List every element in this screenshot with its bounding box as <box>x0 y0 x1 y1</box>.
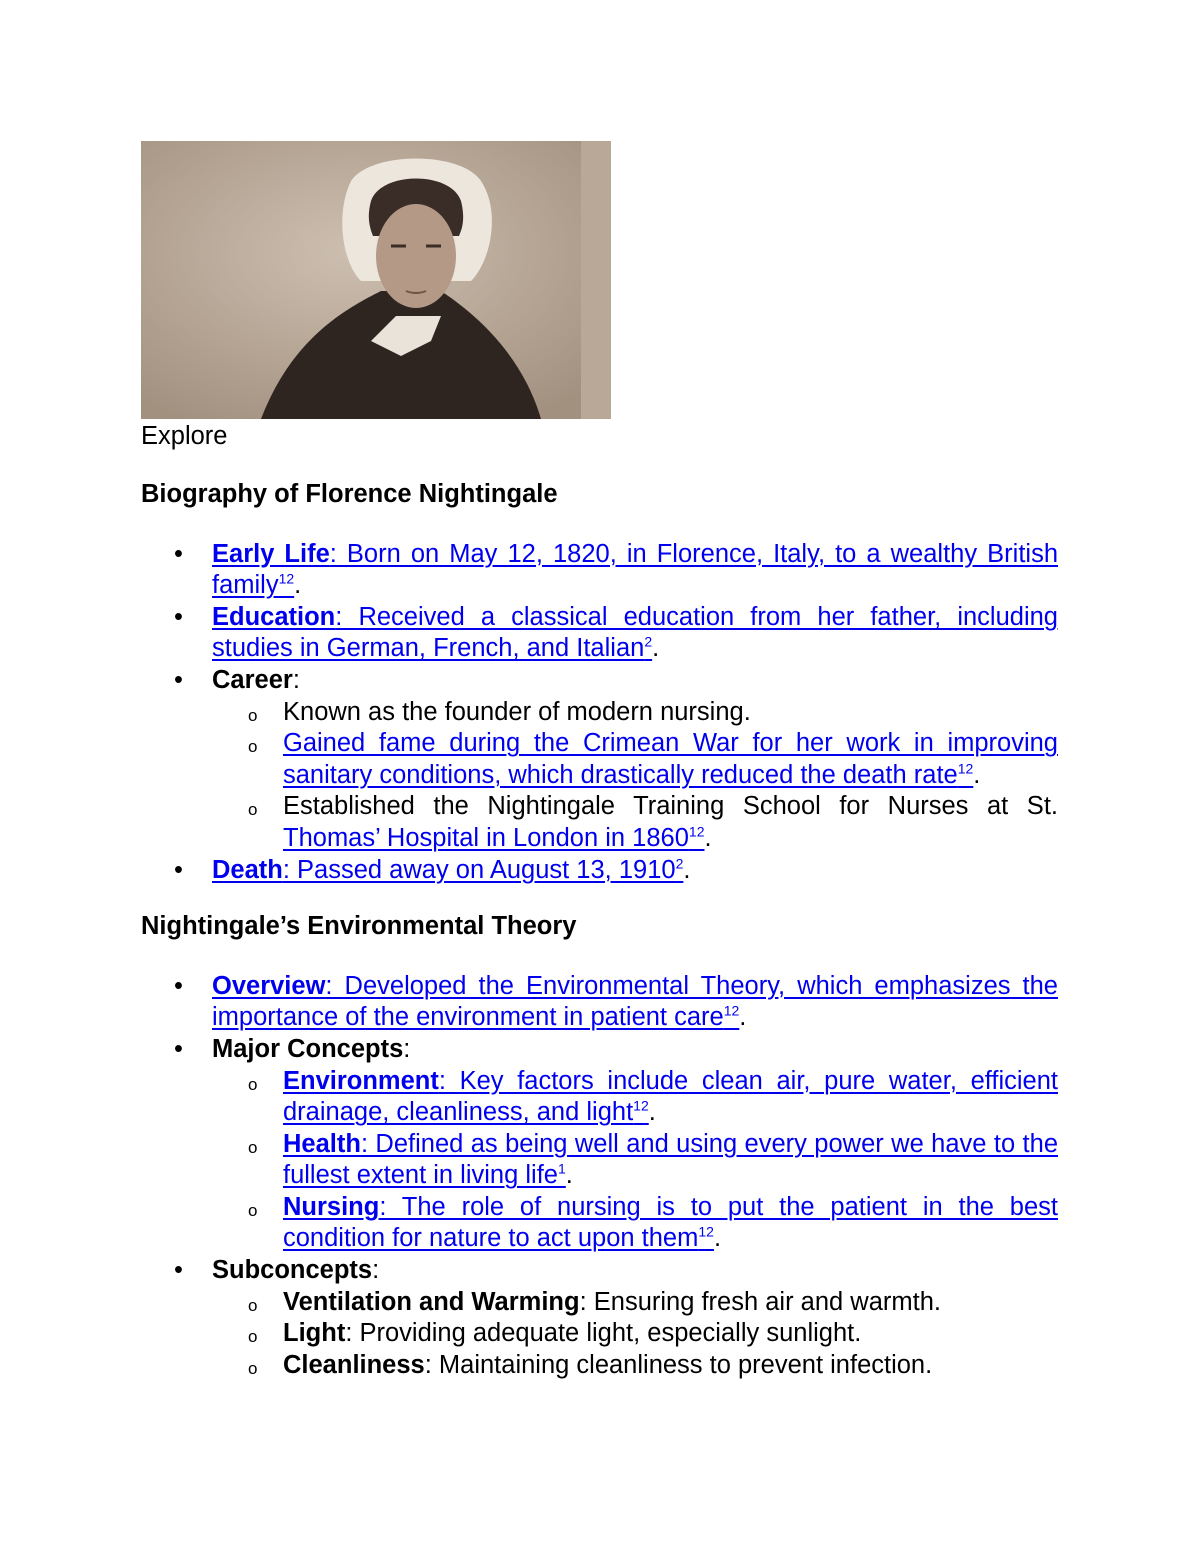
circle-bullet-icon: o <box>248 737 258 757</box>
overview-link[interactable]: Overview: Developed the Environmental Theory, which emphasizes the importance of the environment in patient care$^{12}$ <box>212 971 1058 1032</box>
environment-link[interactable]: Environment: Key factors include clean air, pure water, efficient drainage, cleanliness, and light$^{12}$ <box>283 1066 1058 1127</box>
bullet-icon: • <box>174 1034 183 1063</box>
list-item-subconcepts: • Subconcepts: o Ventilation and Warming: Ensuring fresh air and warmth. o Light: Providing adequate light, especially sunlight. o Cleanliness: Maintaining cleanliness to prevent infection. <box>141 1255 1058 1381</box>
list-item-education: • Education: Received a classical education from her father, including studies in German, French, and Italian$^2$. <box>174 602 1058 663</box>
subconcept-item: o Ventilation and Warming: Ensuring fresh air and warmth. <box>212 1287 1058 1319</box>
florence-nightingale-portrait-image <box>141 141 611 419</box>
crimean-war-link[interactable]: Gained fame during the Crimean War for her work in improving sanitary conditions, which drastically reduced the death rate$^{12}$ <box>283 729 1058 789</box>
list-item-death: • Death: Passed away on August 13, 1910$^2$. <box>141 855 1058 887</box>
document-page <box>141 141 1058 1381</box>
bullet-icon: • <box>174 665 183 694</box>
bullet-icon: • <box>174 602 183 631</box>
circle-bullet-icon: o <box>248 1327 258 1347</box>
theory-list <box>141 971 1058 1382</box>
bullet-icon: • <box>174 1256 183 1285</box>
early-life-link[interactable]: Early Life: Born on May 12, 1820, in Florence, Italy, to a wealthy British family$^{12}$ <box>212 539 1058 600</box>
training-school-link[interactable]: Thomas’ Hospital in London in 1860$^{12}$ <box>283 823 705 852</box>
bullet-icon: • <box>174 539 183 568</box>
education-link[interactable]: Education: Received a classical education from her father, including studies in German, French, and Italian$^2$ <box>212 602 1058 663</box>
list-item-major-concepts: • Major Concepts: o Environment: Key factors include clean air, pure water, efficient drainage, cleanliness, and light$^{12}$. o Health: Defined as being well and using every power we have to the fullest extent in living life$^1$. o Nursing: The role of nursing is to put the patient in the best condition for nature to act upon them$^{12}$. <box>141 1034 1058 1255</box>
circle-bullet-icon: o <box>248 1358 258 1378</box>
subconcept-item: o Cleanliness: Maintaining cleanliness to prevent infection. <box>212 1350 1058 1382</box>
bullet-icon: • <box>174 855 183 884</box>
list-item-overview: • Overview: Developed the Environmental Theory, which emphasizes the importance of the environment in patient care$^{12}$. <box>174 971 1058 1032</box>
health-link[interactable]: Health: Defined as being well and using every power we have to the fullest extent in living life$^1$ <box>283 1129 1058 1190</box>
major-concept-item: o Nursing: The role of nursing is to put the patient in the best condition for nature to act upon them$^{12}$. <box>248 1192 1058 1253</box>
major-concept-item: o Environment: Key factors include clean air, pure water, efficient drainage, cleanliness, and light$^{12}$. <box>248 1066 1058 1127</box>
theory-heading: Nightingale’s Environmental Theory <box>141 912 577 941</box>
bullet-icon: • <box>174 971 183 1000</box>
biography-heading: Biography of Florence Nightingale <box>141 480 558 508</box>
major-concept-item: o Health: Defined as being well and using every power we have to the fullest extent in living life$^1$. <box>248 1129 1058 1190</box>
circle-bullet-icon: o <box>248 1200 258 1220</box>
circle-bullet-icon: o <box>248 705 258 725</box>
subconcept-item: o Light: Providing adequate light, especially sunlight. <box>212 1318 1058 1350</box>
image-caption: Explore <box>141 422 228 450</box>
nursing-link[interactable]: Nursing: The role of nursing is to put the patient in the best condition for nature to act upon them$^{12}$ <box>283 1192 1058 1253</box>
circle-bullet-icon: o <box>248 1074 258 1094</box>
career-item: o Established the Nightingale Training School for Nurses at St. Thomas’ Hospital in London in 1860$^{12}$. <box>248 792 1058 852</box>
career-item: o Known as the founder of modern nursing. <box>212 697 1058 729</box>
list-item-career: • Career: o Known as the founder of modern nursing. o Gained fame during the Crimean War for her work in improving sanitary conditions, which drastically reduced the death rate$^{12}$. o Established the Nightingale Training School for Nurses at St. Thomas’ Hospital in London in 1860$^{12}$. <box>141 665 1058 855</box>
career-item: o Gained fame during the Crimean War for her work in improving sanitary conditions, which drastically reduced the death rate$^{12}$. <box>248 729 1058 789</box>
circle-bullet-icon: o <box>248 800 258 820</box>
list-item-early-life: • Early Life: Born on May 12, 1820, in Florence, Italy, to a wealthy British family$^{12}$. <box>174 539 1058 600</box>
circle-bullet-icon: o <box>248 1295 258 1315</box>
circle-bullet-icon: o <box>248 1137 258 1157</box>
biography-list <box>141 539 1058 887</box>
death-link[interactable]: Death: Passed away on August 13, 1910$^2$ <box>212 855 684 884</box>
